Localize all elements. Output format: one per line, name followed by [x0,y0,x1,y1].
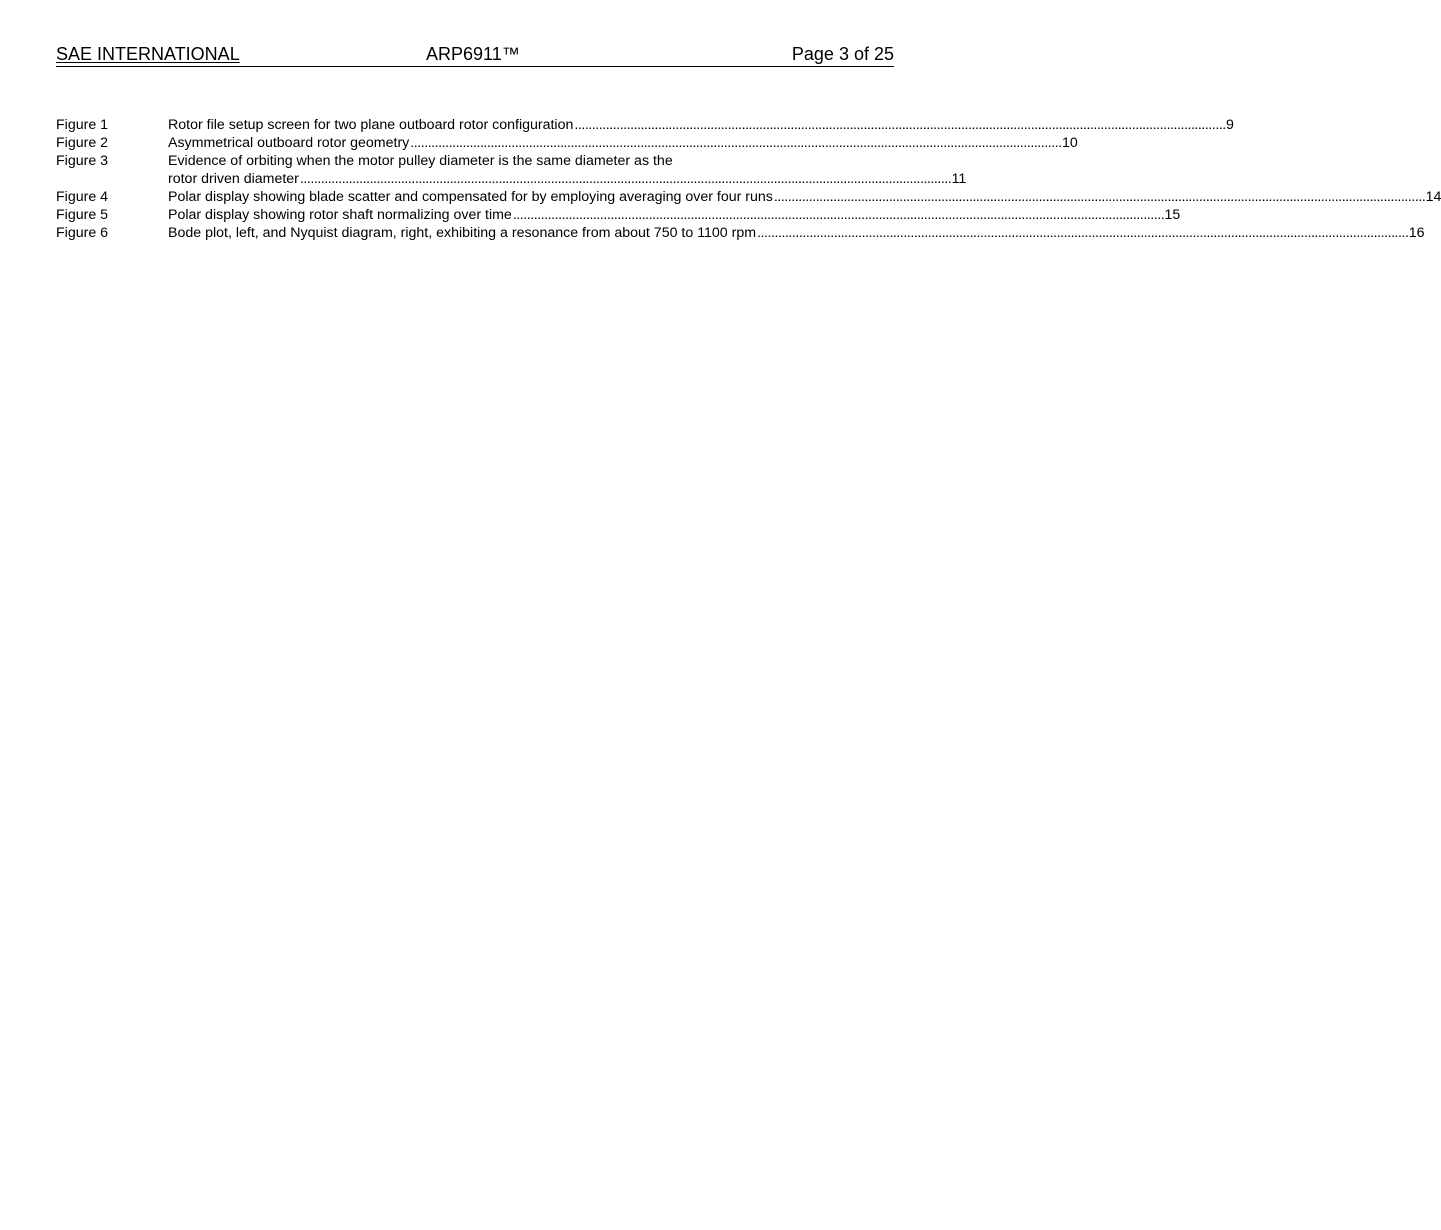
figure-page-number: 10 [1061,135,1078,151]
figure-label: Figure 2 [56,135,109,151]
figure-page-number: 16 [1408,225,1425,241]
figure-title: Polar display showing blade scatter and compensated for by employing averaging over four runs [168,189,773,205]
figure-title-line-2: rotor driven diameter [168,171,299,187]
figure-label: Figure 6 [56,225,109,241]
figure-title: Polar display showing rotor shaft normalizing over time [168,207,512,223]
header-page-number: Page 3 of 25 [791,44,894,64]
figure-page-number: 11 [951,171,967,187]
toc-entry-figure-2[interactable] [56,134,1078,152]
figure-page-number: 14 [1425,189,1441,205]
figure-page-number: 15 [1164,207,1181,223]
figure-label: Figure 4 [56,189,109,205]
figure-title-line-1: Evidence of orbiting when the motor pulley diameter is the same diameter as the [168,153,673,169]
dot-leader [574,116,1224,134]
figure-page-number: 9 [1226,117,1234,133]
toc-entry-figure-6[interactable] [56,224,1425,242]
header-document-number: ARP6911™ [426,44,520,64]
dot-leader [774,188,1424,206]
dot-leader [513,206,1163,224]
figure-label: Figure 1 [56,117,109,133]
toc-entry-figure-4[interactable] [56,188,1441,206]
toc-entry-figure-5[interactable] [56,206,1181,224]
header-organization: SAE INTERNATIONAL [56,44,240,64]
dot-leader [757,224,1407,242]
toc-entry-figure-1[interactable] [56,116,1234,134]
figure-title: Asymmetrical outboard rotor geometry [168,135,410,151]
dot-leader [300,170,950,188]
figure-label: Figure 5 [56,207,109,223]
toc-entry-figure-3[interactable] [56,152,967,188]
list-of-figures [56,116,1441,242]
figure-title: Bode plot, left, and Nyquist diagram, right, exhibiting a resonance from about 750 to 1100 rpm [168,225,757,241]
dot-leader [410,134,1060,152]
figure-title: Rotor file setup screen for two plane outboard rotor configuration [168,117,574,133]
page-header [56,44,894,67]
figure-label: Figure 3 [56,153,109,169]
